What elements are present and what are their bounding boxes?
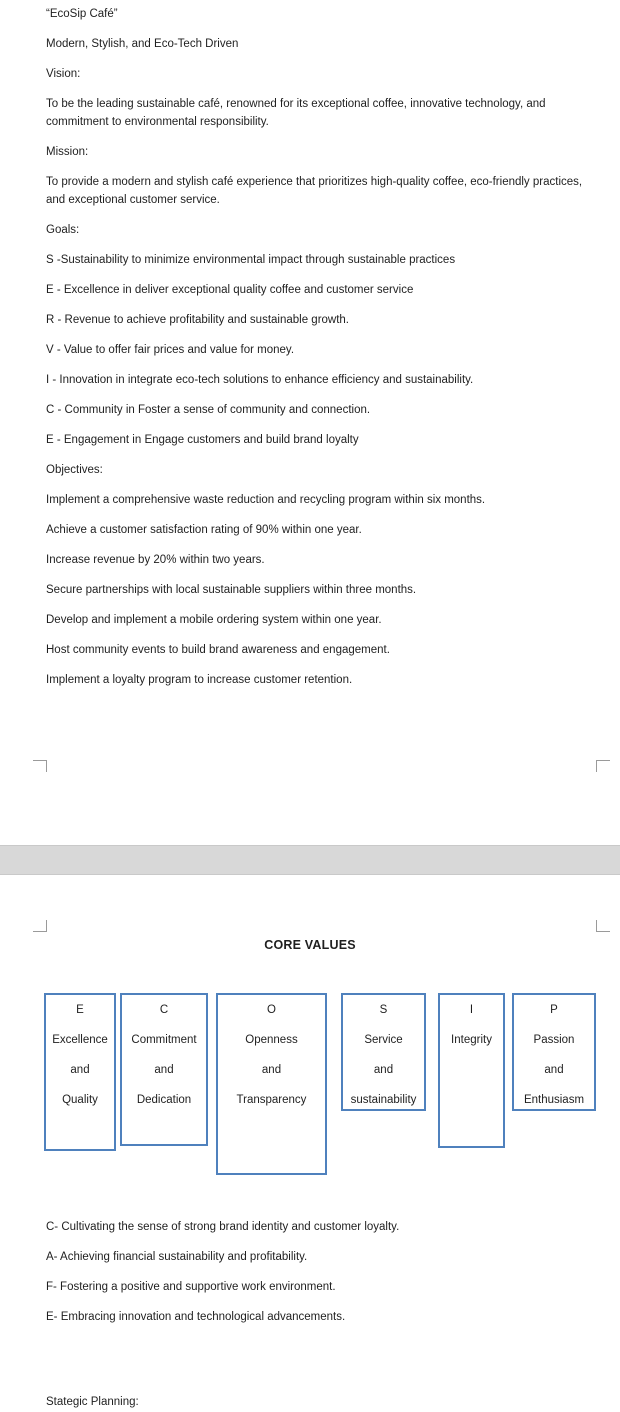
core-value-box[interactable] xyxy=(512,993,596,1111)
core-value-letter: O xyxy=(267,1004,276,1016)
document-page-2[interactable] xyxy=(0,875,620,1412)
page-break-gap xyxy=(0,845,620,875)
strategic-planning-label[interactable]: Stategic Planning: xyxy=(46,1396,139,1408)
core-value-box[interactable] xyxy=(44,993,116,1151)
core-value-line: Integrity xyxy=(451,1034,492,1046)
document-paragraph[interactable]: I - Innovation in integrate eco-tech solutions to enhance efficiency and sustainability. xyxy=(46,374,474,386)
document-paragraph[interactable]: “EcoSip Café” xyxy=(46,8,118,20)
document-paragraph[interactable]: To be the leading sustainable café, renowned for its exceptional coffee, innovative technology, and commitment to environmental responsibility. xyxy=(46,98,546,128)
core-value-box[interactable] xyxy=(438,993,505,1148)
document-paragraph[interactable]: E- Embracing innovation and technological advancements. xyxy=(46,1311,346,1323)
core-value-letter: E xyxy=(76,1004,84,1016)
core-value-box[interactable] xyxy=(341,993,426,1111)
core-value-line: Dedication xyxy=(136,1094,192,1106)
core-value-letter: I xyxy=(469,1004,474,1016)
core-value-line: Passion xyxy=(533,1034,575,1046)
core-value-line: Openness xyxy=(245,1034,298,1046)
core-value-line: Commitment xyxy=(131,1034,197,1046)
document-paragraph[interactable]: Achieve a customer satisfaction rating of 90% within one year. xyxy=(46,524,362,536)
core-values-box-row xyxy=(44,993,620,1175)
core-value-line: Transparency xyxy=(236,1094,307,1106)
page2-text-flow[interactable] xyxy=(0,1213,620,1326)
core-value-letter: P xyxy=(550,1004,558,1016)
document-paragraph[interactable]: Modern, Stylish, and Eco-Tech Driven xyxy=(46,38,239,50)
document-paragraph[interactable]: F- Fostering a positive and supportive work environment. xyxy=(46,1281,336,1293)
document-paragraph[interactable]: C - Community in Foster a sense of community and connection. xyxy=(46,404,371,416)
document-paragraph[interactable]: Host community events to build brand awareness and engagement. xyxy=(46,644,390,656)
text-boundary-mark-top-right xyxy=(596,920,610,932)
page1-text-flow[interactable] xyxy=(0,0,620,689)
core-value-line: and xyxy=(544,1064,564,1076)
text-boundary-mark-bottom-right xyxy=(596,760,610,772)
core-value-box[interactable] xyxy=(120,993,208,1146)
document-paragraph[interactable]: Objectives: xyxy=(46,464,103,476)
text-boundary-mark-top-left xyxy=(33,920,47,932)
document-paragraph[interactable]: V - Value to offer fair prices and value for money. xyxy=(46,344,295,356)
document-paragraph[interactable]: E - Engagement in Engage customers and build brand loyalty xyxy=(46,434,359,446)
core-value-line: sustainability xyxy=(350,1094,417,1106)
core-value-line: and xyxy=(373,1064,394,1076)
core-value-line: Excellence xyxy=(52,1034,108,1046)
document-paragraph[interactable]: Implement a comprehensive waste reduction and recycling program within six months. xyxy=(46,494,486,506)
document-paragraph[interactable]: To provide a modern and stylish café experience that prioritizes high-quality coffee, eco-friendly practices, and exceptional customer service. xyxy=(46,176,583,206)
core-values-heading[interactable]: CORE VALUES xyxy=(264,938,356,952)
core-value-line: and xyxy=(70,1064,90,1076)
core-value-line: Enthusiasm xyxy=(523,1094,585,1106)
document-paragraph[interactable]: Vision: xyxy=(46,68,81,80)
core-value-box[interactable] xyxy=(216,993,327,1175)
core-value-line: and xyxy=(261,1064,282,1076)
text-boundary-mark-bottom-left xyxy=(33,760,47,772)
document-paragraph[interactable]: S -Sustainability to minimize environmental impact through sustainable practices xyxy=(46,254,456,266)
document-paragraph[interactable]: Increase revenue by 20% within two years. xyxy=(46,554,265,566)
core-value-letter: C xyxy=(159,1004,169,1016)
core-value-line: Service xyxy=(364,1034,403,1046)
document-paragraph[interactable]: Mission: xyxy=(46,146,89,158)
document-paragraph[interactable]: E - Excellence in deliver exceptional quality coffee and customer service xyxy=(46,284,414,296)
core-value-letter: S xyxy=(379,1004,388,1016)
document-paragraph[interactable]: Implement a loyalty program to increase customer retention. xyxy=(46,674,353,686)
document-paragraph[interactable]: Goals: xyxy=(46,224,80,236)
core-value-line: Quality xyxy=(62,1094,98,1106)
document-paragraph[interactable]: Develop and implement a mobile ordering system within one year. xyxy=(46,614,382,626)
document-paragraph[interactable]: A- Achieving financial sustainability and profitability. xyxy=(46,1251,308,1263)
core-value-line: and xyxy=(154,1064,174,1076)
document-paragraph[interactable]: Secure partnerships with local sustainable suppliers within three months. xyxy=(46,584,417,596)
document-paragraph[interactable]: C- Cultivating the sense of strong brand identity and customer loyalty. xyxy=(46,1221,400,1233)
document-paragraph[interactable]: R - Revenue to achieve profitability and sustainable growth. xyxy=(46,314,350,326)
